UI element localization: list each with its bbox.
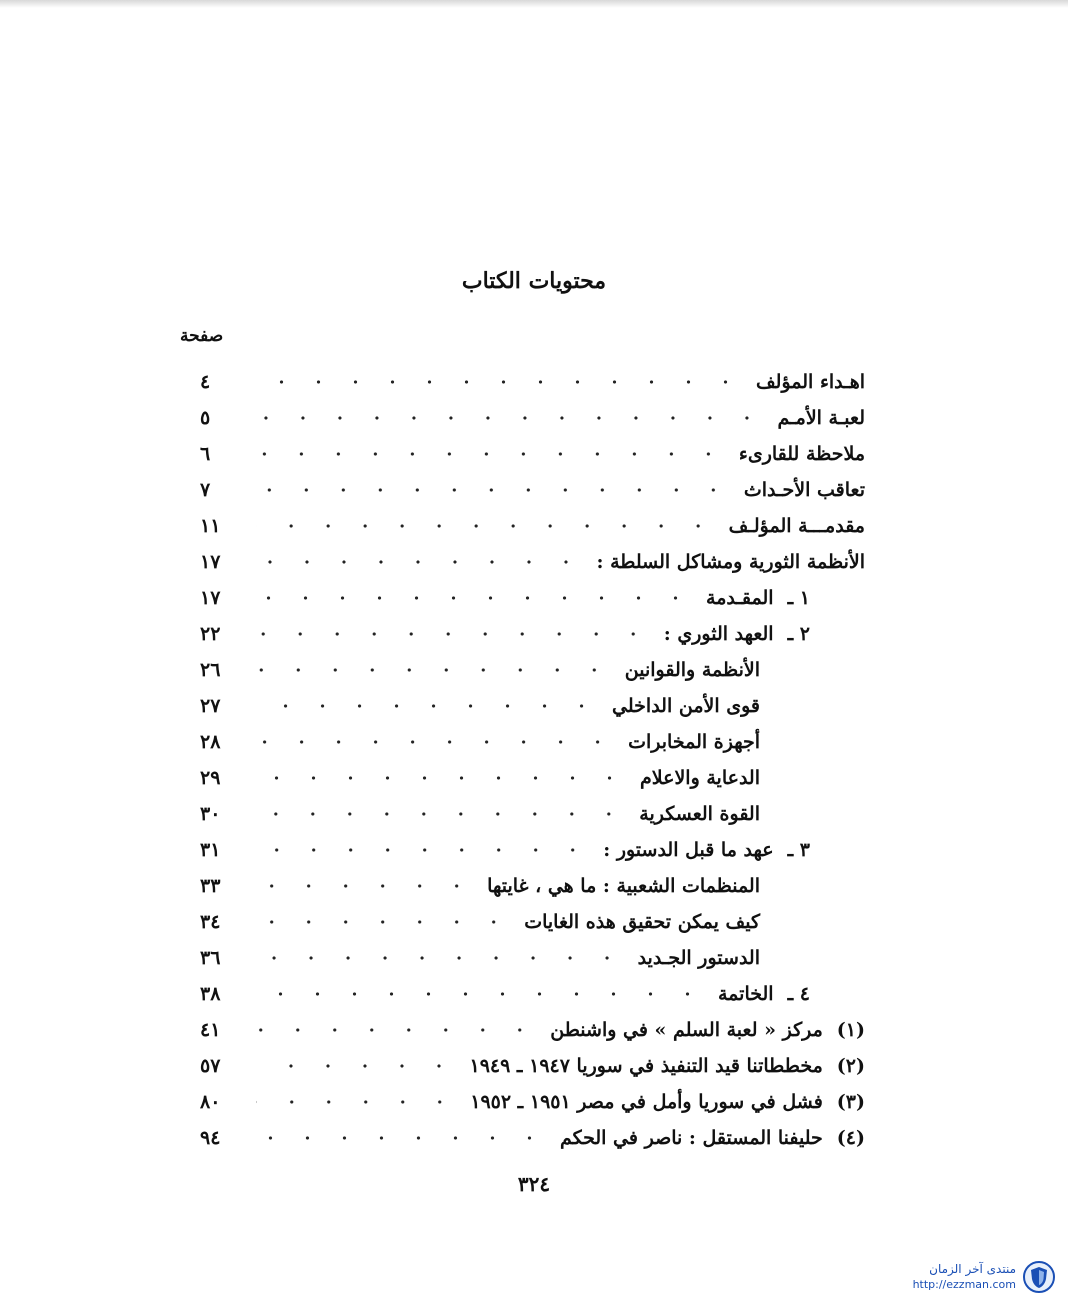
toc-entry-page: ٤: [200, 371, 211, 393]
toc-entry-number: ٤ ـ: [787, 983, 810, 1005]
toc-entry-label: الأنظمة الثورية ومشاكل السلطة :: [596, 551, 865, 573]
dot-leader: [256, 452, 727, 456]
toc-entry-label: الدستور الجـديد: [637, 947, 760, 969]
toc-row[interactable]: [200, 832, 865, 868]
toc-row[interactable]: [200, 472, 865, 508]
toc-entry-page: ٢٢: [200, 623, 221, 645]
toc-entry-page: ١٧: [200, 587, 221, 609]
toc-row[interactable]: [200, 580, 865, 616]
toc-entry-page: ٣٣: [200, 875, 221, 897]
toc-entry-number: (٤): [836, 1127, 865, 1149]
toc-entry-label: قوى الأمن الداخلي: [612, 695, 760, 717]
toc-entry-label: لعبـة الأمـم: [777, 407, 865, 429]
toc-entry-number: ٣ ـ: [787, 839, 810, 861]
toc-entry-page: ٢٩: [200, 767, 221, 789]
toc-row[interactable]: [200, 400, 865, 436]
watermark-text: منتدى آخر الزمان: [929, 1262, 1016, 1276]
toc-row[interactable]: [200, 508, 865, 544]
toc-entry-label: مخططاتنا قيد التنفيذ في سوريا ١٩٤٧ ـ ١٩٤٩: [469, 1055, 823, 1077]
dot-leader: [256, 1136, 548, 1140]
toc-entry-number: ١ ـ: [787, 587, 810, 609]
toc-entry-page: ٣٨: [200, 983, 221, 1005]
dot-leader: [256, 632, 652, 636]
top-shadow-bar: [0, 0, 1068, 8]
toc-entry-page: ٦: [200, 443, 211, 465]
toc-entry-page: ٤١: [200, 1019, 221, 1041]
dot-leader: [256, 668, 613, 672]
toc-row[interactable]: [200, 1048, 865, 1084]
dot-leader: [256, 1028, 538, 1032]
toc-entry-label: العهد الثوري :: [663, 623, 774, 645]
dot-leader: [256, 560, 584, 564]
toc-entry-label: تعاقب الأحـداث: [743, 479, 865, 501]
toc-row[interactable]: [200, 976, 865, 1012]
toc-entry-label: فشل في سوريا وأمل في مصر ١٩٥١ ـ ١٩٥٢: [470, 1091, 823, 1113]
toc-entry-label: الخاتمة: [718, 983, 774, 1005]
page-number: ٣٢٤: [517, 1172, 551, 1196]
toc-entry-label: مقدمـــة المؤلـف: [728, 515, 865, 537]
toc-entry-page: ٣٠: [200, 803, 221, 825]
page-column-header: صفحة: [180, 326, 224, 346]
dot-leader: [256, 488, 732, 492]
dot-leader: [256, 740, 616, 744]
dot-leader: [256, 1100, 458, 1104]
page-title: محتويات الكتاب: [461, 268, 607, 294]
toc-entry-page: ٢٨: [200, 731, 221, 753]
toc-entry-label: أجهزة المخابرات: [628, 731, 760, 753]
toc-entry-page: ٣٤: [200, 911, 221, 933]
toc-row[interactable]: [200, 544, 865, 580]
toc-entry-label: مركز « لعبة السلم » في واشنطن: [550, 1019, 823, 1041]
dot-leader: [256, 776, 628, 780]
toc-entry-page: ١١: [200, 515, 221, 537]
dot-leader: [256, 596, 694, 600]
toc-entry-number: (٢): [836, 1055, 865, 1077]
toc-entry-number: (٣): [836, 1091, 865, 1113]
toc-entry-number: (١): [836, 1019, 865, 1041]
toc-row[interactable]: [200, 616, 865, 652]
shield-icon: [1022, 1260, 1056, 1298]
dot-leader: [256, 704, 600, 708]
dot-leader: [256, 884, 475, 888]
dot-leader: [256, 524, 717, 528]
dot-leader: [256, 920, 512, 924]
toc-row[interactable]: [200, 436, 865, 472]
toc-entry-page: ١٧: [200, 551, 221, 573]
toc-entry-page: ٣١: [200, 839, 221, 861]
toc-entry-label: ملاحظة للقارىء: [738, 443, 865, 465]
watermark[interactable]: [880, 1258, 1060, 1298]
dot-leader: [256, 956, 626, 960]
toc-row[interactable]: [200, 364, 865, 400]
toc-entry-page: ٨٠: [200, 1091, 221, 1113]
toc-entry-page: ٥: [200, 407, 211, 429]
dot-leader: [256, 848, 591, 852]
toc-row[interactable]: [200, 940, 865, 976]
toc-entry-page: ٣٦: [200, 947, 221, 969]
toc-entry-page: ٩٤: [200, 1127, 221, 1149]
toc-entry-label: الدعاية والاعلام: [640, 767, 760, 789]
toc-row[interactable]: [200, 1120, 865, 1156]
toc-entry-label: القوة العسكرية: [639, 803, 760, 825]
toc-entry-label: عهد ما قبل الدستور :: [603, 839, 774, 861]
watermark-url[interactable]: http://ezzman.com: [912, 1278, 1016, 1291]
toc-row[interactable]: [200, 1084, 865, 1120]
toc-row[interactable]: [200, 688, 865, 724]
toc-entry-page: ٢٦: [200, 659, 221, 681]
toc-row[interactable]: [200, 868, 865, 904]
toc-entry-label: حليفنا المستقل : ناصر في الحكم: [559, 1127, 823, 1149]
toc-entry-label: المنظمات الشعبية : ما هي ، غايتها: [487, 875, 760, 897]
dot-leader: [256, 416, 765, 420]
dot-leader: [256, 1064, 457, 1068]
toc-row[interactable]: [200, 724, 865, 760]
toc-entry-label: الأنظمة والقوانين: [624, 659, 760, 681]
toc-entry-label: اهـداء المؤلف: [756, 371, 865, 393]
dot-leader: [256, 812, 627, 816]
toc-entry-label: كيف يمكن تحقيق هذه الغايات: [524, 911, 760, 933]
toc-row[interactable]: [200, 796, 865, 832]
toc-row[interactable]: [200, 652, 865, 688]
toc-entry-number: ٢ ـ: [787, 623, 810, 645]
toc-row[interactable]: [200, 904, 865, 940]
toc-row[interactable]: [200, 760, 865, 796]
dot-leader: [256, 380, 744, 384]
toc-entry-page: ٧: [200, 479, 211, 501]
toc-row[interactable]: [200, 1012, 865, 1048]
toc-entry-page: ٥٧: [200, 1055, 221, 1077]
toc-entry-label: المقـدمة: [706, 587, 774, 609]
toc-entry-page: ٢٧: [200, 695, 221, 717]
dot-leader: [256, 992, 706, 996]
